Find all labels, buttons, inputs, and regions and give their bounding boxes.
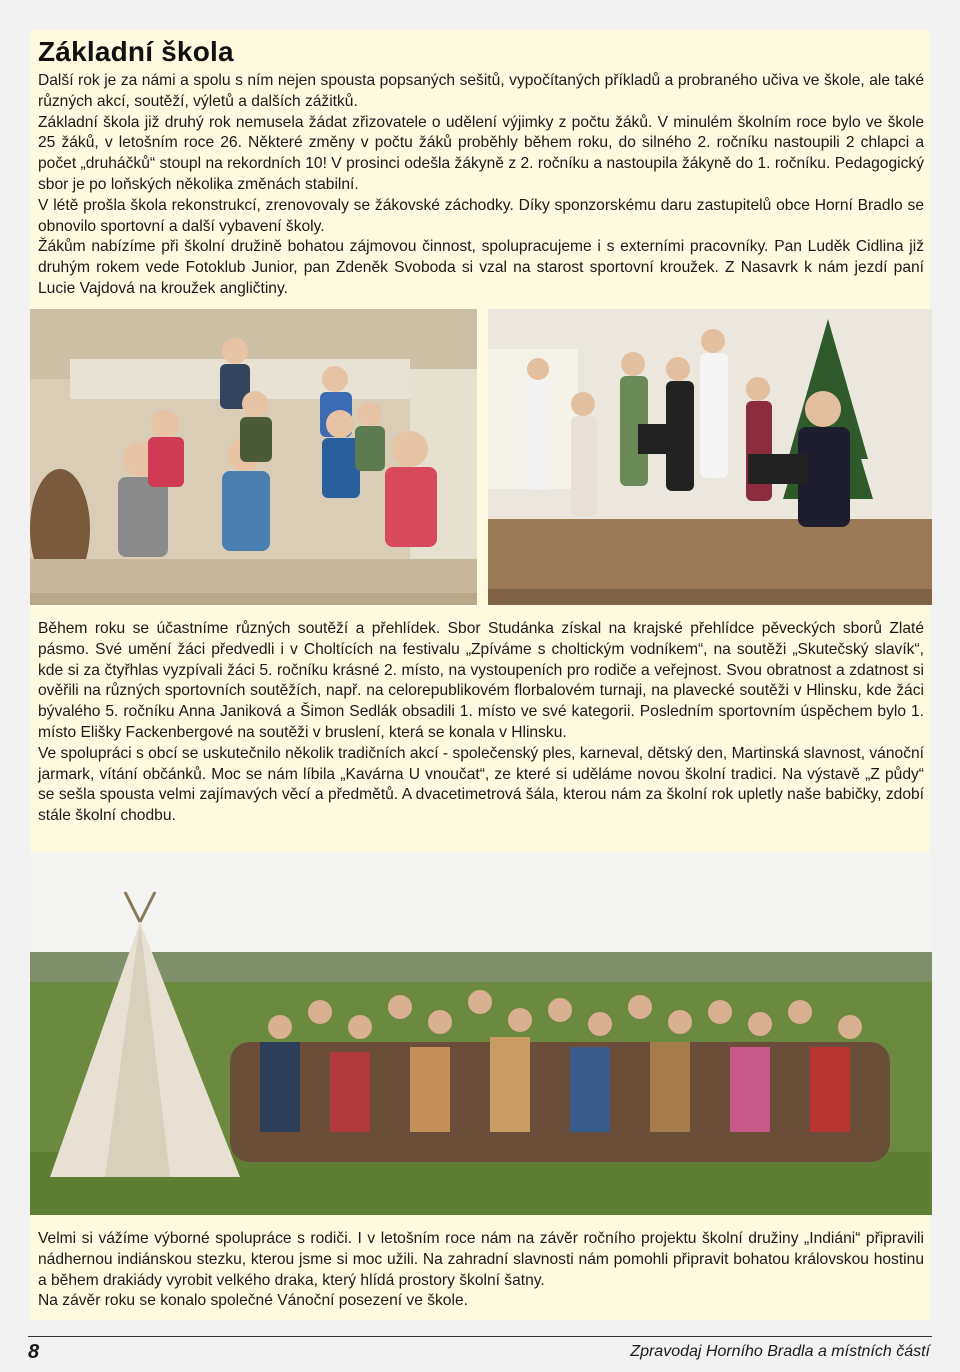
paragraph: Velmi si vážíme výborné spolupráce s rodiči. I v letošním roce nám na závěr ročního projektu školní družiny „Indiáni“ připravili nádhernou indiánskou stezku, kterou jsme si moc užili. Na zahradní slavnosti nám pomohli připravit bohatou královskou hostinu a během drakiády vyrobit velkého draka, který hlídá prostory školní šatny. [38, 1230, 924, 1289]
footer-divider [28, 1336, 932, 1337]
paragraph: Další rok je za námi a spolu s ním nejen spousta popsaných sešitů, vypočítaných příkladů a probraného učiva ve škole, ale také různých akcí, soutěží, výletů a dalších zážitků. [38, 72, 924, 110]
intro-text [38, 71, 924, 300]
paragraph: Základní škola již druhý rok nemusela žádat zřizovatele o udělení výjimky z počtu žáků. V minulém školním roce bylo ve škole 25 žáků, v letošním roce 26. Některé změny v počtu žáků proběhly během roku, do silného 2. ročníku nastoupili 2 chlapci a počet „druháčků“ stoupl na rekordních 10! V prosinci odešla žákyně z 2. ročníku a nastoupila žákyně do 1. ročníku. Pedagogický sbor je po loňských několika změnách stabilní. [38, 113, 924, 193]
paragraph: Během roku se účastníme různých soutěží a přehlídek. Sbor Studánka získal na krajské přehlídce pěveckých sborů Zlaté pásmo. Své umění žáci předvedli i v Choltících na festivalu „Zpíváme s choltickým vodníkem“, na soutěži „Skutečský slavík“, kde si za čtyřhlas vyzpívali žáci 5. ročníku krásné 2. místo, na vystoupeních pro rodiče a veřejnost. Svou obratnost a zdatnost si ověřili na různých sportovních soutěžích, např. na celorepublikovém florbalovém turnaji, na plavecké soutěži v Hlinsku, kde žáci bývalého 5. ročníku Anna Janiková a Šimon Sedlák obsadili 1. místo ve své kategorii. Posledním sportovním úspěchem bylo 1. místo Elišky Fackenbergové na soutěži v bruslení, která se konala v Hlinsku. [38, 620, 924, 741]
photo-children-singing [488, 309, 932, 605]
paragraph: V létě prošla škola rekonstrukcí, zrenovovaly se žákovské záchodky. Díky sponzorskému daru zastupitelů obce Horní Bradlo se obnovilo sportovní a další vybavení školy. [38, 196, 924, 235]
publication-title: Zpravodaj Horního Bradla a místních částí [630, 1343, 930, 1360]
page-number: 8 [28, 1341, 40, 1363]
middle-text [38, 619, 924, 827]
paragraph: Ve spolupráci s obcí se uskutečnilo několik tradičních akcí - společenský ples, karneval, dětský den, Martinská slavnost, vánoční jarmark, vítání občánků. Moc se nám líbila „Kavárna U vnoučat“, ze které si uděláme novou školní tradici. Na výstavě „Z půdy“ se sešla spousta velmi zajímavých věcí a předmětů. A dvacetimetrová šála, kterou nám za školní rok upletly naše babičky, zdobí stále školní chodbu. [38, 744, 924, 825]
page-title: Základní škola [38, 36, 234, 67]
paragraph: Žákům nabízíme při školní družině bohatou zájmovou činnost, spolupracujeme i s externími pracovníky. Pan Luděk Cidlina již druhým rokem vede Fotoklub Junior, pan Zdeněk Svoboda si vzal na starost sportovní kroužek. Z Nasavrk k nám jezdí paní Lucie Vajdová na kroužek angličtiny. [38, 238, 924, 297]
photo-indian-group [30, 852, 932, 1215]
paragraph: Na závěr roku se konalo společné Vánoční posezení ve škole. [38, 1292, 468, 1310]
photo-children-exhibition [30, 309, 477, 605]
closing-text [38, 1229, 924, 1312]
